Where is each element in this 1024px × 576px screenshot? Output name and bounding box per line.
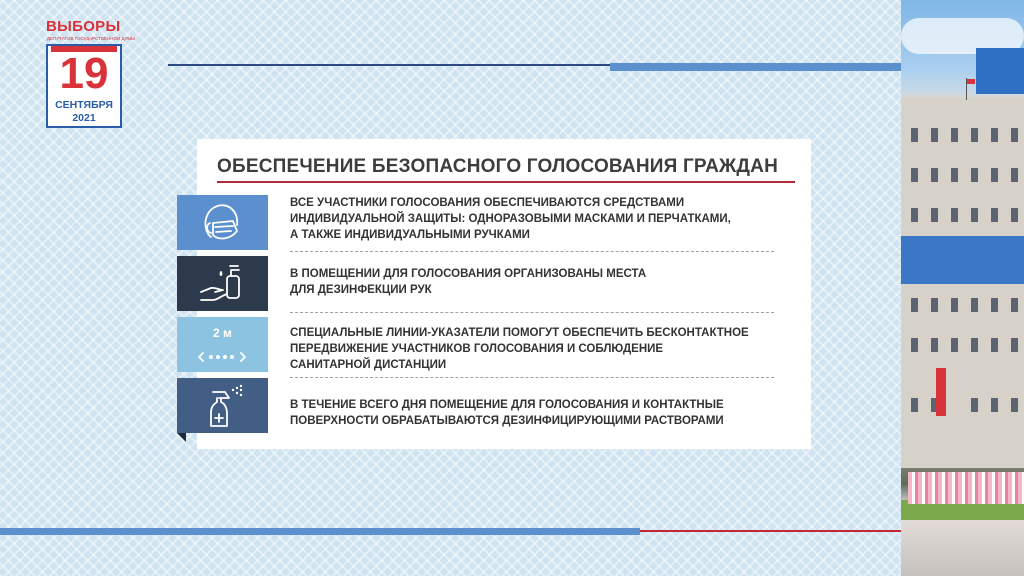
logo-month: СЕНТЯБРЯ: [55, 99, 113, 111]
item-text-cleaning: [290, 397, 724, 429]
title-underline: [217, 181, 795, 183]
item-line: А ТАКЖЕ ИНДИВИДУАЛЬНЫМИ РУЧКАМИ: [290, 229, 530, 241]
item-line: ПЕРЕДВИЖЕНИЕ УЧАСТНИКОВ ГОЛОСОВАНИЯ И СОБЛЮДЕНИЕ: [290, 343, 664, 355]
card-title: ОБЕСПЕЧЕНИЕ БЕЗОПАСНОГО ГОЛОСОВАНИЯ ГРАЖДАН: [217, 156, 778, 177]
photo-blue-overlay-top: [976, 48, 1024, 94]
item-line: СПЕЦИАЛЬНЫЕ ЛИНИИ-УКАЗАТЕЛИ ПОМОГУТ ОБЕСПЕЧИТЬ БЕСКОНТАКТНОЕ: [290, 327, 749, 339]
distance-icon: [197, 323, 247, 367]
logo-subtitle: ДЕПУТАТОВ ГОСУДАРСТВЕННОЙ ДУМЫ: [47, 36, 136, 41]
logo-year: 2021: [72, 112, 96, 124]
separator: [290, 251, 774, 252]
top-divider-light: [610, 63, 902, 71]
tile-face-mask: [177, 195, 268, 250]
item-text-disinfection: [290, 266, 646, 298]
tile-hand-sanitizer: [177, 256, 268, 311]
item-line: ДЛЯ ДЕЗИНФЕКЦИИ РУК: [290, 284, 432, 296]
item-line: ВСЕ УЧАСТНИКИ ГОЛОСОВАНИЯ ОБЕСПЕЧИВАЮТСЯ СРЕДСТВАМИ: [290, 197, 685, 209]
item-line: САНИТАРНОЙ ДИСТАНЦИИ: [290, 359, 447, 371]
flag-icon: [967, 79, 975, 84]
distance-label: 2 м: [213, 326, 232, 340]
election-logo: [46, 16, 136, 128]
tile-spray: [177, 378, 268, 433]
logo-day: 19: [59, 49, 109, 98]
item-line: ПОВЕРХНОСТИ ОБРАБАТЫВАЮТСЯ ДЕЗИНФИЦИРУЮЩИМИ РАСТВОРАМИ: [290, 415, 724, 427]
hand-sanitizer-icon: [197, 262, 247, 306]
spray-bottle-icon: [197, 384, 247, 428]
item-text-distance: [290, 325, 749, 373]
logo-title: ВЫБОРЫ: [46, 18, 121, 35]
bottom-divider-red: [640, 530, 902, 532]
photo-blue-overlay-mid: [901, 236, 1024, 284]
photo-red-banner: [936, 368, 946, 416]
tile-fold: [177, 433, 186, 442]
face-mask-icon: [197, 201, 247, 245]
photo-flowerbed: [908, 472, 1024, 504]
bottom-divider-blue: [0, 528, 640, 535]
item-line: В ПОМЕЩЕНИИ ДЛЯ ГОЛОСОВАНИЯ ОРГАНИЗОВАНЫ МЕСТА: [290, 268, 647, 280]
item-text-masks: [290, 195, 731, 243]
top-divider-dark: [168, 64, 610, 66]
item-line: ИНДИВИДУАЛЬНОЙ ЗАЩИТЫ: ОДНОРАЗОВЫМИ МАСКАМИ И ПЕРЧАТКАМИ,: [290, 213, 731, 225]
separator: [290, 377, 774, 378]
tile-distance: [177, 317, 268, 372]
logo-date-box: [46, 44, 122, 128]
item-line: В ТЕЧЕНИЕ ВСЕГО ДНЯ ПОМЕЩЕНИЕ ДЛЯ ГОЛОСОВАНИЯ И КОНТАКТНЫЕ: [290, 399, 724, 411]
separator: [290, 312, 774, 313]
